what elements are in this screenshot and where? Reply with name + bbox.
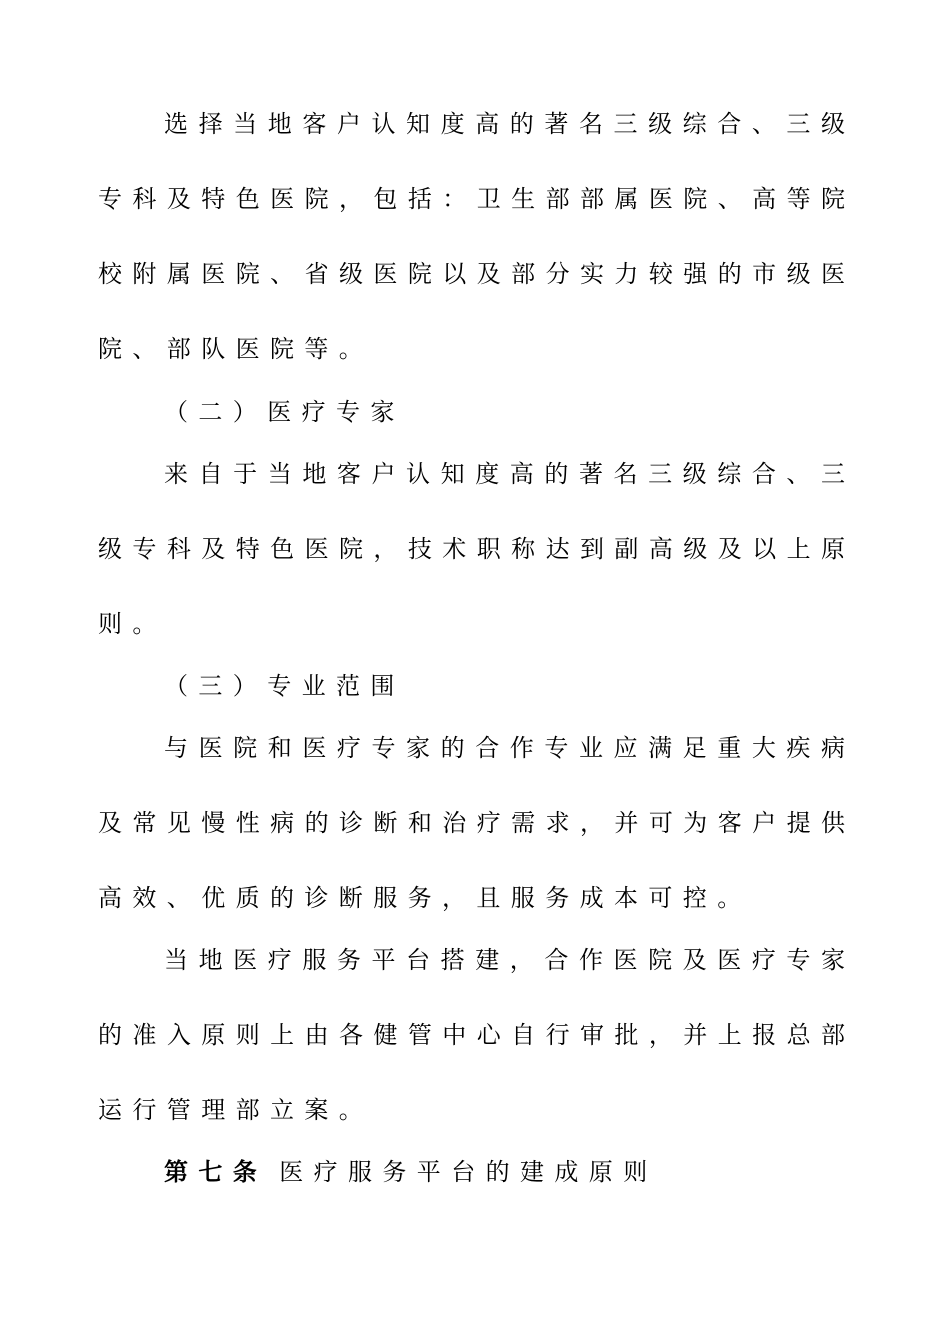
paragraph-line: 院、部队医院等。: [98, 335, 374, 363]
section-heading: （三）专业范围: [164, 672, 405, 700]
paragraph-line: 级专科及特色医院，技术职称达到副高级及以上原: [98, 535, 845, 563]
paragraph-line: 则。: [98, 610, 167, 638]
paragraph-line: 的准入原则上由各健管中心自行审批，并上报总部: [98, 1021, 845, 1049]
section-heading: （二）医疗专家: [164, 398, 405, 426]
paragraph-line: 及常见慢性病的诊断和治疗需求，并可为客户提供: [98, 809, 845, 837]
article-title: 医疗服务平台的建成原则: [279, 1158, 658, 1186]
paragraph-line: 高效、优质的诊断服务，且服务成本可控。: [98, 884, 752, 912]
paragraph-line: 校附属医院、省级医院以及部分实力较强的市级医: [98, 260, 845, 288]
paragraph-line: 与医院和医疗专家的合作专业应满足重大疾病: [164, 734, 845, 762]
paragraph-line: 选择当地客户认知度高的著名三级综合、三级: [164, 110, 845, 138]
article-label: 第七条: [164, 1158, 268, 1186]
paragraph-line: 当地医疗服务平台搭建，合作医院及医疗专家: [164, 946, 845, 974]
paragraph-line: 运行管理部立案。: [98, 1096, 374, 1124]
paragraph-line: 来自于当地客户认知度高的著名三级综合、三: [164, 460, 845, 488]
article-heading: [164, 1156, 845, 1188]
paragraph-line: 专科及特色医院，包括：卫生部部属医院、高等院: [98, 185, 845, 213]
